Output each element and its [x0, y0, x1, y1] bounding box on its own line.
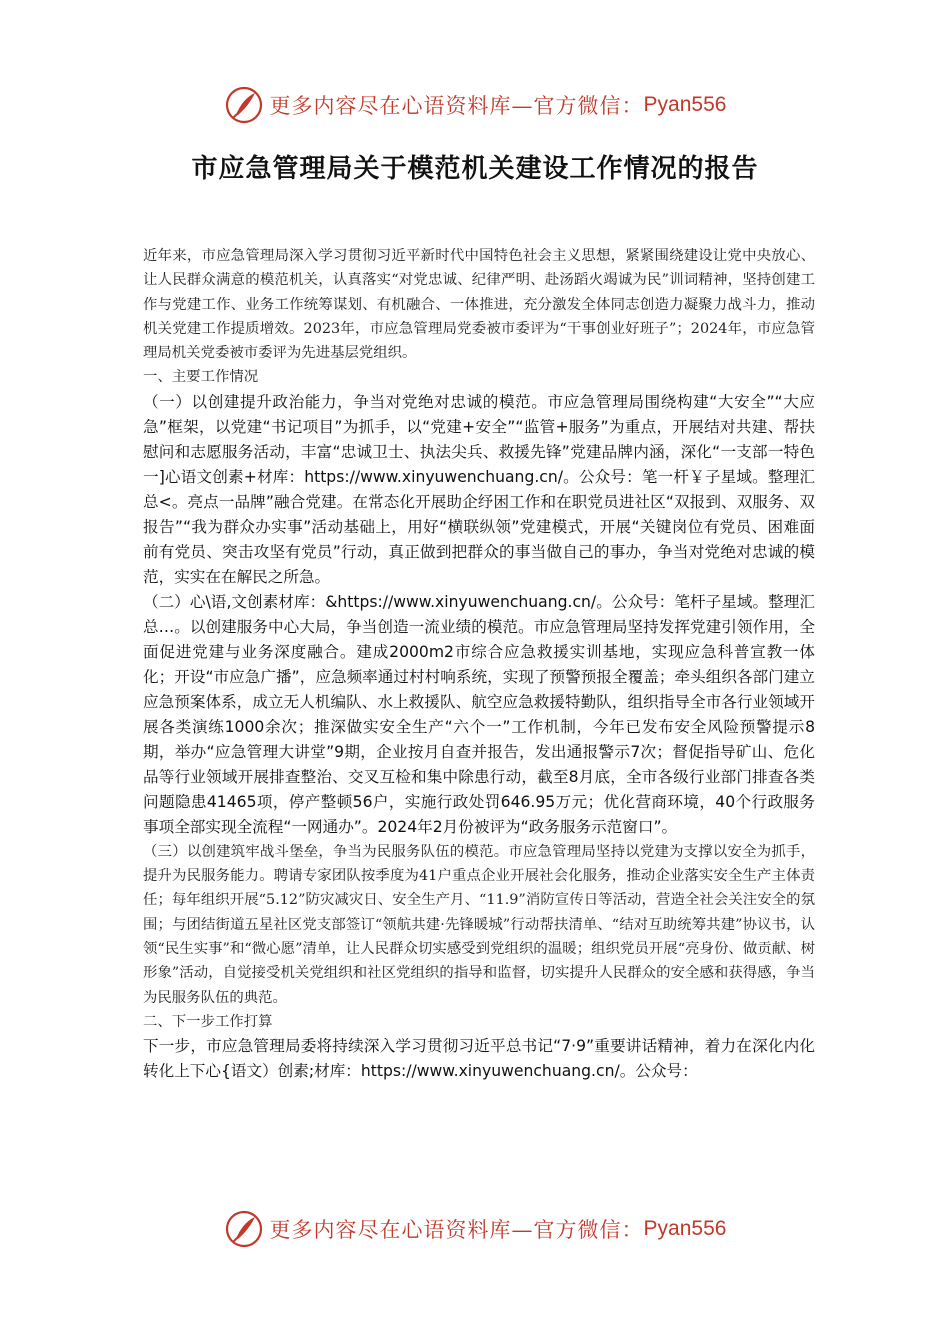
intro-paragraph: 近年来，市应急管理局深入学习贯彻习近平新时代中国特色社会主义思想，紧紧围绕建设让党中央放心、让人民群众满意的模范机关，认真落实“对党忠诚、纪律严明、赴汤蹈火竭诚为民”训词精神，坚持创建工作与党建工作、业务工作统筹谋划、有机融合、一体推进，充分激发全体同志创造力凝聚力战斗力，推动机关党建工作提质增效。2023年，市应急管理局党委被市委评为“干事创业好班子”；2024年，市应急管理局机关党委被市委评为先进基层党组织。: [143, 248, 815, 362]
part2-paragraph: （二）心\语,文创素材库：&https://www.xinyuwenchuang.cn/。公众号：笔杆子星域。整理汇总…。以创建服务中心大局，争当创造一流业绩的模范。市应急管理局坚持发挥党建引领作用，全面促进党建与业务深度融合。建成2000m2市综合应急救援实训基地，实现应急科普宣教一体化；开设“市应急广播”，应急频率通过村村响系统，实现了预警预报全覆盖；牵头组织各部门建立应急预案体系，成立无人机编队、水上救援队、航空应急救援特勤队，组织指导全市各行业领域开展各类演练1000余次；推深做实安全生产“六个一”工作机制，今年已发布安全风险预警提示8期，举办“应急管理大讲堂”9期，企业按月自查并报告，发出通报警示7次；督促指导矿山、危化品等行业领域开展排查整治、交叉互检和集中除患行动，截至8月底，全市各级行业部门排查各类问题隐患41465项，停产整顿56户，实施行政处罚646.95万元；优化营商环境，40个行政服务事项全部实现全流程“一网通办”。2024年2月份被评为“政务服务示范窗口”。: [143, 592, 815, 836]
quill-pen-icon: [224, 1209, 264, 1249]
part4-paragraph: 下一步，市应急管理局委将持续深入学习贯彻习近平总书记“7·9”重要讲话精神，着力在深化内化转化上下心{语文）创素;材库：https://www.xinyuwenchuang.cn/。公众号：: [143, 1037, 815, 1081]
banner-text: 更多内容尽在心语资料库—官方微信：: [269, 94, 644, 118]
section-heading-2: 二、下一步工作打算: [143, 1013, 273, 1030]
part1-paragraph: （一）以创建提升政治能力，争当对党绝对忠诚的模范。市应急管理局围绕构建“大安全”“大应急”框架，以党建“书记项目”为抓手，以“党建+安全”“监管+服务”为重点，开展结对共建、帮扶慰问和志愿服务活动，丰富“忠诚卫士、执法尖兵、救援先锋”党建品牌内涵，深化“一支部一特色一]心语文创素+材库：https://www.xinyuwenchuang.cn/。公众号：笔一杆￥子星域。整理汇总<。亮点一品牌”融合党建。在常态化开展助企纾困工作和在职党员进社区“双报到、双服务、双报告”“我为群众办实事”活动基础上，用好“横联纵领”党建模式，开展“关键岗位有党员、困难面前有党员、突击攻坚有党员”行动，真正做到把群众的事当做自己的事办，争当对党绝对忠诚的模范，实实在在解民之所急。: [143, 392, 815, 586]
quill-pen-icon: [224, 85, 264, 125]
header-watermark-banner: [0, 80, 950, 130]
banner-wechat-id: Pyan556: [643, 1217, 727, 1240]
document-body: [143, 244, 815, 1084]
document-title: 市应急管理局关于模范机关建设工作情况的报告: [191, 154, 759, 184]
banner-text: 更多内容尽在心语资料库—官方微信：: [269, 1218, 644, 1242]
part3-paragraph: （三）以创建筑牢战斗堡垒，争当为民服务队伍的模范。市应急管理局坚持以党建为支撑以安全为抓手，提升为民服务能力。聘请专家团队按季度为41户重点企业开展社会化服务，推动企业落实安全生产主体责任；每年组织开展“5.12”防灾减灾日、安全生产月、“11.9”消防宣传日等活动，营造全社会关注安全的氛围；与团结街道五星社区党支部签订“领航共建·先锋暖城”行动帮扶清单、“结对互助统筹共建”协议书，认领“民生实事”和“微心愿”清单，让人民群众切实感受到党组织的温暖；组织党员开展“亮身份、做贡献、树形象”活动，自觉接受机关党组织和社区党组织的指导和监督，切实提升人民群众的安全感和获得感，争当为民服务队伍的典范。: [143, 843, 815, 1006]
footer-watermark-banner: [0, 1204, 950, 1254]
section-heading-1: 一、主要工作情况: [143, 369, 259, 386]
banner-wechat-id: Pyan556: [643, 93, 727, 116]
